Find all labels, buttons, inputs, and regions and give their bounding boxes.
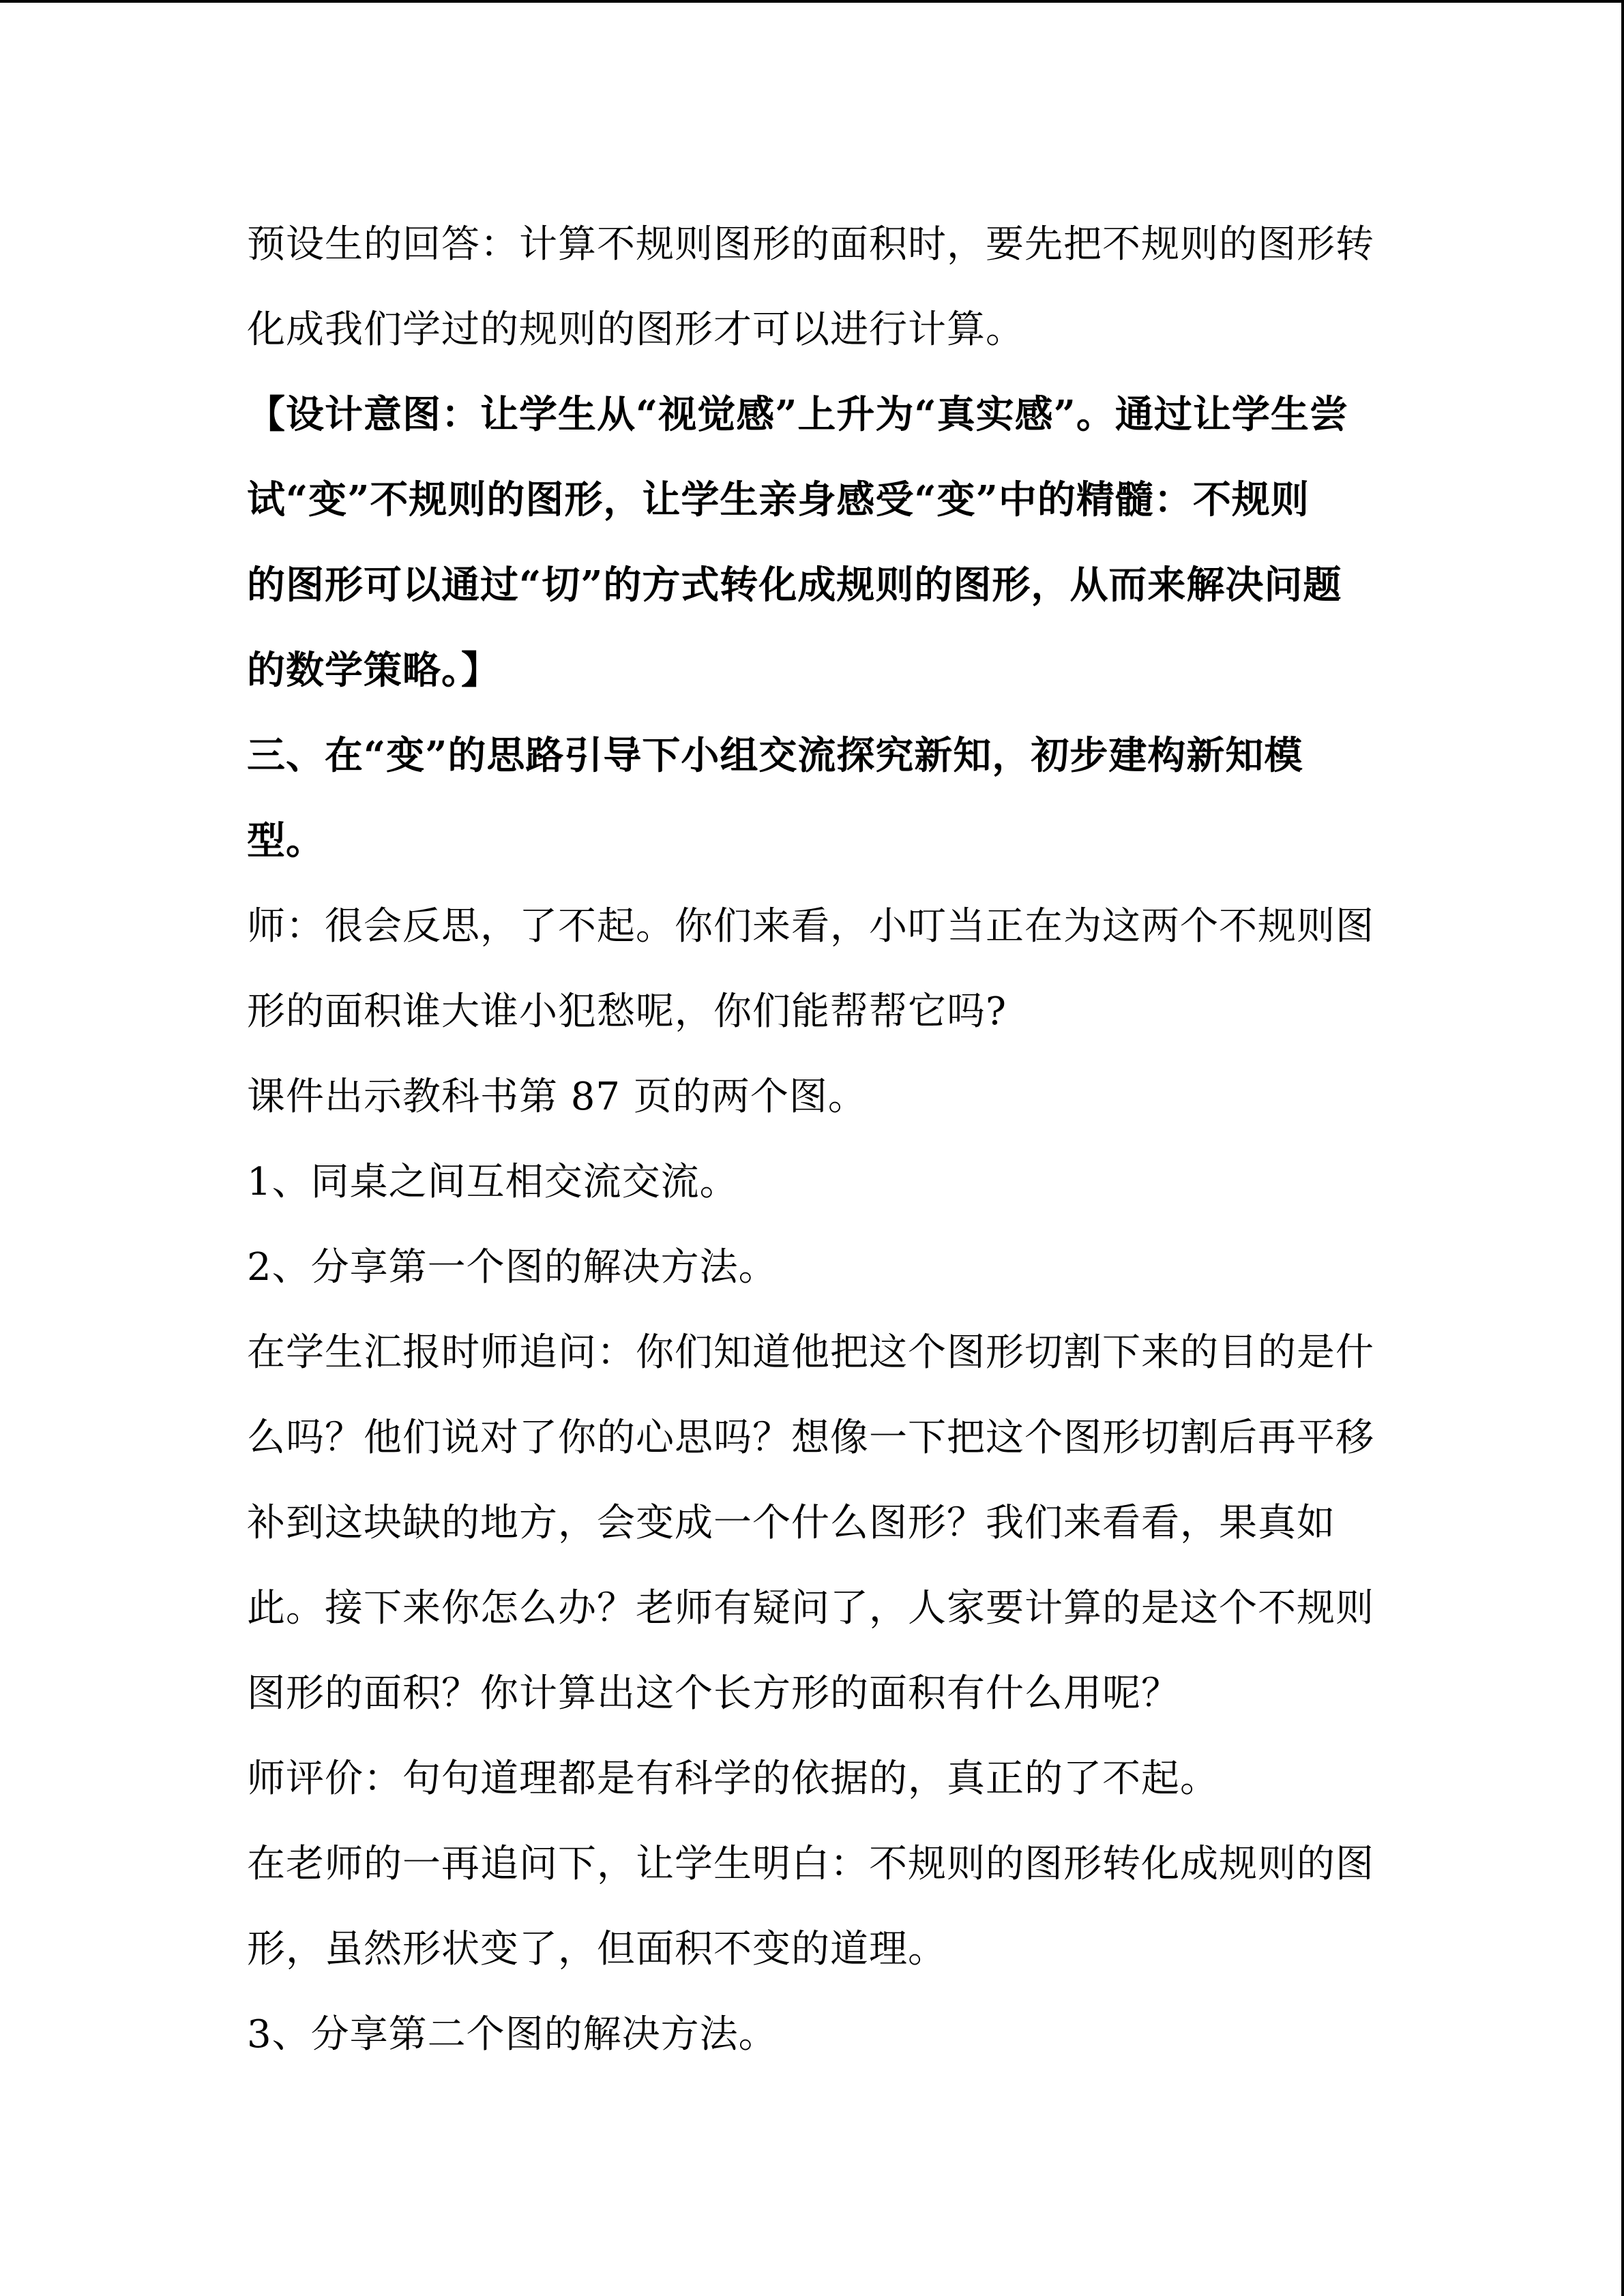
list-item: 1、同桌之间互相交流交流。: [247, 1160, 739, 1204]
text-line: 么吗？他们说对了你的心思吗？想像一下把这个图形切割后再平移: [247, 1416, 1374, 1460]
text-line: 图形的面积？你计算出这个长方形的面积有什么用呢？: [247, 1671, 1180, 1716]
document-body: [247, 202, 1379, 2077]
design-intent-line: 【设计意图：让学生从“视觉感”上升为“真实感”。通过让学生尝: [247, 392, 1348, 437]
text-line: 师评价：句句道理都是有科学的依据的，真正的了不起。: [247, 1757, 1219, 1801]
list-item: 3、分享第二个图的解决方法。: [247, 2012, 778, 2057]
text-line: 师：很会反思，了不起。你们来看，小叮当正在为这两个不规则图: [247, 904, 1374, 949]
section-heading: 三、在“变”的思路引导下小组交流探究新知，初步建构新知模: [247, 733, 1303, 778]
text-line: 课件出示教科书第 87 页的两个图。: [247, 1075, 867, 1119]
text-line: 形的面积谁大谁小犯愁呢，你们能帮帮它吗?: [247, 989, 1007, 1034]
text-line: 化成我们学过的规则的图形才可以进行计算。: [247, 308, 1024, 352]
page-right-border: [1621, 0, 1624, 2296]
text-line: 补到这块缺的地方，会变成一个什么图形？我们来看看，果真如: [247, 1501, 1335, 1545]
design-intent-line: 试“变”不规则的图形，让学生亲身感受“变”中的精髓：不规则: [247, 477, 1310, 522]
list-item: 2、分享第一个图的解决方法。: [247, 1245, 778, 1289]
design-intent-line: 的数学策略。】: [247, 648, 500, 693]
section-heading: 型。: [247, 818, 325, 863]
page-top-border: [0, 0, 1624, 3]
text-line: 形，虽然形状变了，但面积不变的道理。: [247, 1927, 947, 1971]
text-line: 在学生汇报时师追问：你们知道他把这个图形切割下来的目的是什: [247, 1330, 1374, 1375]
text-line: 预设生的回答：计算不规则图形的面积时，要先把不规则的图形转: [247, 222, 1374, 267]
text-line: 在老师的一再追问下，让学生明白：不规则的图形转化成规则的图: [247, 1842, 1374, 1886]
text-line: 此。接下来你怎么办？老师有疑问了，人家要计算的是这个不规则: [247, 1586, 1374, 1630]
design-intent-line: 的图形可以通过“切”的方式转化成规则的图形，从而来解决问题: [247, 563, 1342, 608]
